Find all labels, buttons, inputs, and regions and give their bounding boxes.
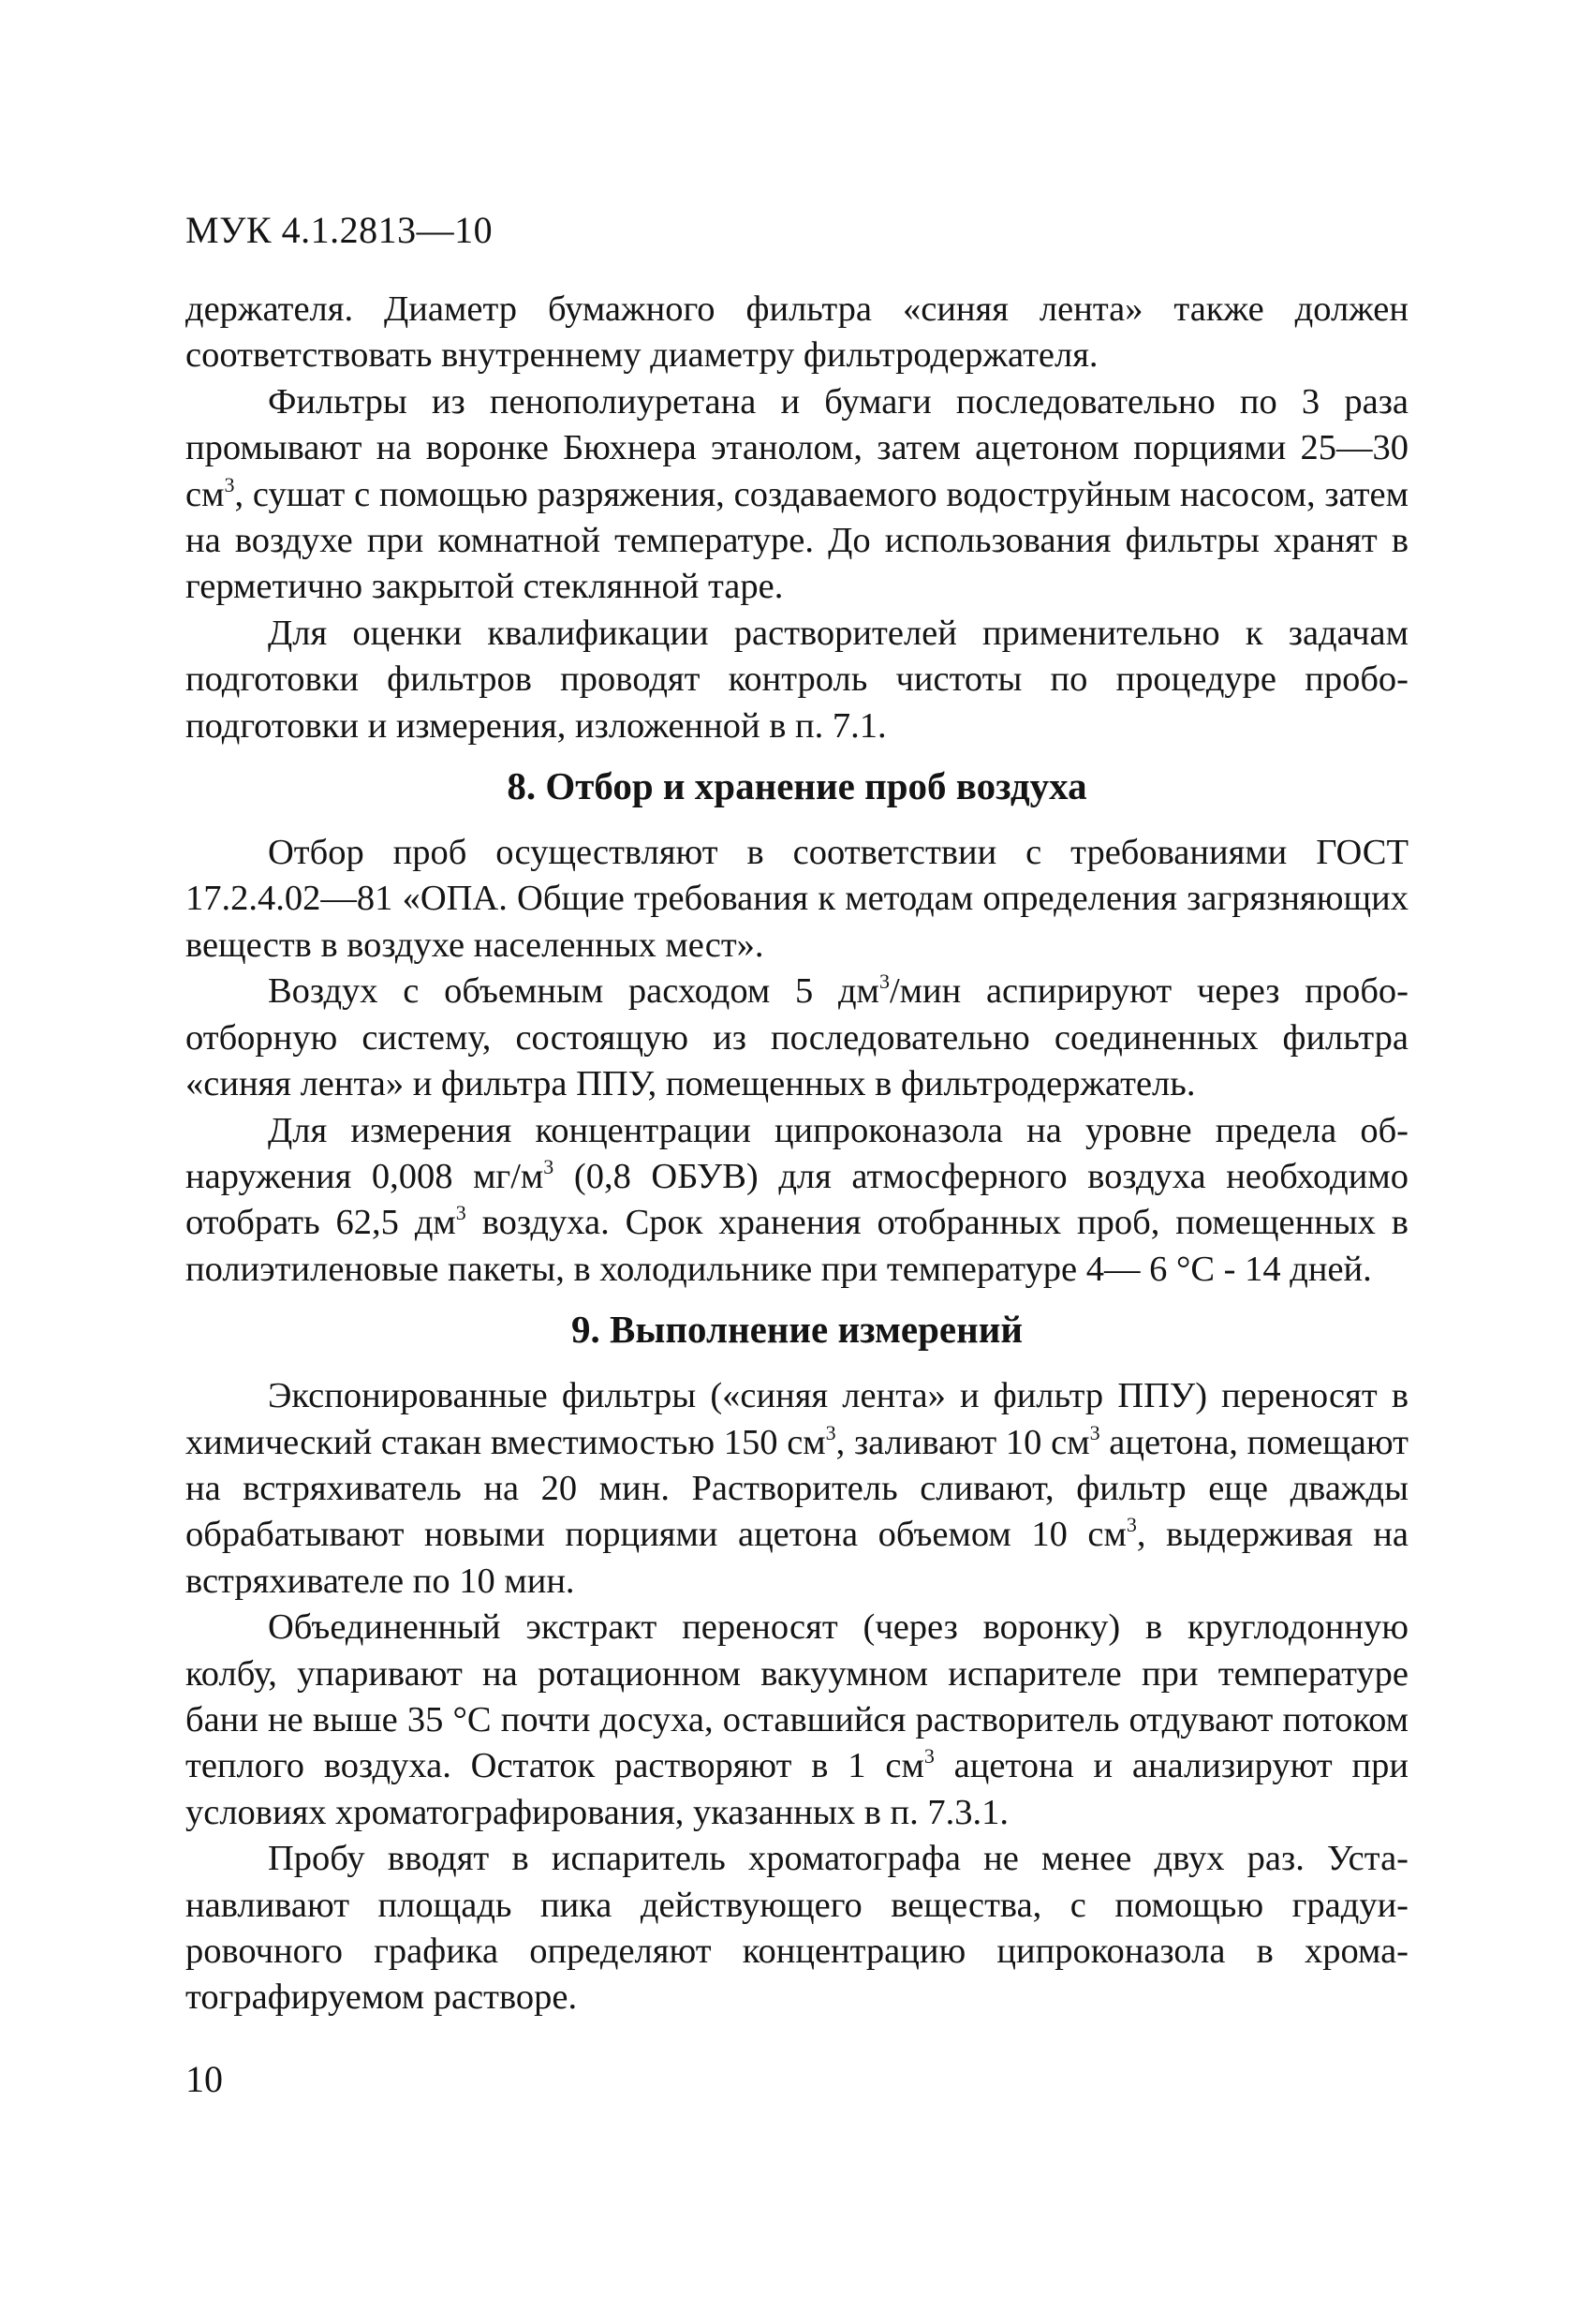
superscript-3: 3 (543, 1154, 554, 1178)
text-run: воздуха. Срок хранения отобранных проб, помещенных в полиэтиленовые пакеты, в холодильнике при температуре 4— 6 °С - 14 дней. (185, 1203, 1409, 1289)
text-run: ацетона и анализируют при условиях хроматографирования, указанных в п. 7.3.1. (185, 1746, 1409, 1832)
paragraph-combined-extract (185, 1605, 1409, 1836)
paragraph-filter-washing (185, 379, 1409, 611)
superscript-3: 3 (878, 970, 890, 994)
paragraph-detection-limit (185, 1108, 1409, 1294)
text-run: Фильтры из пенополиуретана и бумаги последовательно по 3 раза промывают на воронке Бюхнера этанолом, затем ацетоном порциями 25—30 см (185, 381, 1409, 514)
paragraph-exposed-filters (185, 1373, 1409, 1605)
text-run: /мин аспирируют через пробоотборную систему, состоящую из последовательно соединенных фильтра «синяя лента» и фильтра ППУ, помещенных в фильтродержатель. (185, 971, 1409, 1104)
superscript-3: 3 (1126, 1513, 1137, 1537)
paragraph-solvent-qualification: Для оценки квалификации растворителей применительно к задачам подготовки фильтров проводят контроль чистоты по процедуре пробоподготовки и измерения, изложенной в п. 7.1. (185, 613, 1409, 746)
superscript-3: 3 (923, 1744, 935, 1769)
document-code-header: МУК 4.1.2813—10 (185, 209, 494, 251)
document-body (185, 287, 1409, 2021)
superscript-3: 3 (825, 1420, 836, 1444)
text-run: ацетона, помещают на встряхиватель на 20 мин. Растворитель сливают, фильтр еще дважды обрабатывают новыми порциями ацетона объемом 10 см (185, 1422, 1409, 1555)
text-run: Для измерения концентрации ципроконазола на уровне предела обнаружения 0,008 мг/м (185, 1110, 1409, 1196)
paragraph-sample-injection: Пробу вводят в испаритель хроматографа не менее двух раз. Устанавливают площадь пика действующего вещества, с помощью градуировочного графика определяют концентрацию ципроконазола в хроматографируемом растворе. (185, 1839, 1409, 2018)
paragraph-sampling-standard: Отбор проб осуществляют в соответствии с требованиями ГОСТ 17.2.4.02—81 «ОПА. Общие требования к методам определения загрязняющих веществ в воздухе населенных мест». (185, 833, 1409, 965)
text-run: Объединенный экстракт переносят (через воронку) в круглодонную колбу, упаривают на ротационном вакуумном испарителе при температуре бани не выше 35 °С почти досуха, оставшийся растворитель отдувают потоком теплого воздуха. Остаток растворяют в 1 см (185, 1607, 1409, 1786)
text-run: (0,8 ОБУВ) для атмосферного воздуха необходимо отобрать 62,5 дм (185, 1156, 1409, 1243)
superscript-3: 3 (224, 472, 235, 496)
paragraph-filter-holder-cont: держателя. Диаметр бумажного фильтра «синяя лента» также должен соответствовать внутреннему диаметру фильтродержателя. (185, 289, 1409, 376)
page-number: 10 (185, 2058, 223, 2100)
section-8-title: 8. Отбор и хранение проб воздуха (507, 764, 1087, 808)
text-run: Воздух с объемным расходом 5 дм (268, 971, 879, 1012)
superscript-3: 3 (455, 1201, 466, 1225)
text-run: Экспонированные фильтры («синяя лента» и фильтр ППУ) переносят в химический стакан вместимостью 150 см (185, 1376, 1409, 1462)
text-run: , выдерживая на встряхивателе по 10 мин. (185, 1515, 1409, 1601)
paragraph-air-flow (185, 969, 1409, 1107)
section-9-title: 9. Выполнение измерений (571, 1308, 1023, 1352)
text-run: , сушат с помощью разряжения, создаваемого водоструйным насосом, затем на воздухе при комнатной температуре. До использования фильтры хранят в герметично закрытой стеклянной таре. (185, 474, 1409, 607)
text-run: , заливают 10 см (835, 1422, 1090, 1462)
superscript-3: 3 (1089, 1420, 1100, 1444)
